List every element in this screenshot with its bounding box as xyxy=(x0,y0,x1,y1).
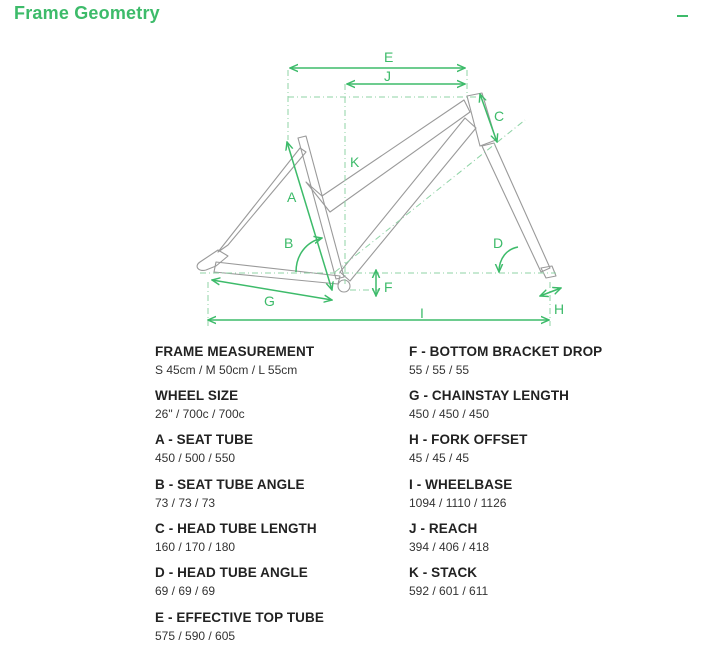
label-i: I xyxy=(420,305,424,321)
top-tube xyxy=(306,100,470,212)
head-tube xyxy=(467,93,496,146)
spec-chainstay-length xyxy=(409,388,649,421)
spec-label: G - CHAINSTAY LENGTH xyxy=(409,388,570,403)
spec-wheel-size xyxy=(155,388,395,421)
spec-label: E - EFFECTIVE TOP TUBE xyxy=(155,610,324,625)
spec-label: H - FORK OFFSET xyxy=(409,432,528,447)
spec-label: B - SEAT TUBE ANGLE xyxy=(155,477,305,492)
spec-label: FRAME MEASUREMENT xyxy=(155,344,315,359)
label-f: F xyxy=(384,279,393,295)
spec-value: 1094 / 1110 / 1126 xyxy=(409,496,507,510)
spec-label: WHEEL SIZE xyxy=(155,388,239,403)
label-k: K xyxy=(350,154,360,170)
spec-wheelbase xyxy=(409,477,649,510)
rear-dropout xyxy=(197,250,228,270)
label-a: A xyxy=(287,189,297,205)
spec-value: 575 / 590 / 605 xyxy=(155,629,236,643)
label-d: D xyxy=(493,235,504,251)
spec-seat-tube xyxy=(155,432,395,465)
spec-value: 26" / 700c / 700c xyxy=(155,407,245,421)
spec-seat-tube-angle xyxy=(155,477,395,510)
spec-label: A - SEAT TUBE xyxy=(155,432,254,447)
label-h: H xyxy=(554,301,565,317)
spec-label: K - STACK xyxy=(409,565,478,580)
spec-value: S 45cm / M 50cm / L 55cm xyxy=(155,363,298,377)
spec-effective-top-tube xyxy=(155,610,395,643)
spec-frame-measurement xyxy=(155,344,395,377)
spec-value: 55 / 55 / 55 xyxy=(409,363,470,377)
spec-label: J - REACH xyxy=(409,521,478,536)
dim-h xyxy=(540,288,561,296)
label-g: G xyxy=(264,293,275,309)
spec-value: 160 / 170 / 180 xyxy=(155,540,236,554)
spec-bottom-bracket-drop xyxy=(409,344,649,377)
spec-head-tube-angle xyxy=(155,565,395,598)
spec-value: 394 / 406 / 418 xyxy=(409,540,490,554)
spec-stack xyxy=(409,565,649,598)
spec-label: F - BOTTOM BRACKET DROP xyxy=(409,344,603,359)
spec-fork-offset xyxy=(409,432,649,465)
spec-value: 592 / 601 / 611 xyxy=(409,584,489,598)
spec-reach xyxy=(409,521,649,554)
fork xyxy=(482,143,550,272)
label-j: J xyxy=(384,68,391,84)
spec-label: C - HEAD TUBE LENGTH xyxy=(155,521,317,536)
fork-dropout xyxy=(541,266,556,278)
spec-value: 73 / 73 / 73 xyxy=(155,496,216,510)
spec-value: 450 / 500 / 550 xyxy=(155,451,236,465)
dim-a xyxy=(287,142,332,290)
label-b: B xyxy=(284,235,294,251)
geometry-specs xyxy=(155,344,625,649)
bottom-bracket xyxy=(338,280,350,292)
spec-head-tube-length xyxy=(155,521,395,554)
label-e: E xyxy=(384,49,394,65)
spec-label: D - HEAD TUBE ANGLE xyxy=(155,565,308,580)
down-tube xyxy=(340,118,476,281)
spec-value: 69 / 69 / 69 xyxy=(155,584,216,598)
label-c: C xyxy=(494,108,505,124)
spec-value: 45 / 45 / 45 xyxy=(409,451,470,465)
spec-label: I - WHEELBASE xyxy=(409,477,513,492)
spec-value: 450 / 450 / 450 xyxy=(409,407,490,421)
section-title: Frame Geometry xyxy=(14,3,160,23)
